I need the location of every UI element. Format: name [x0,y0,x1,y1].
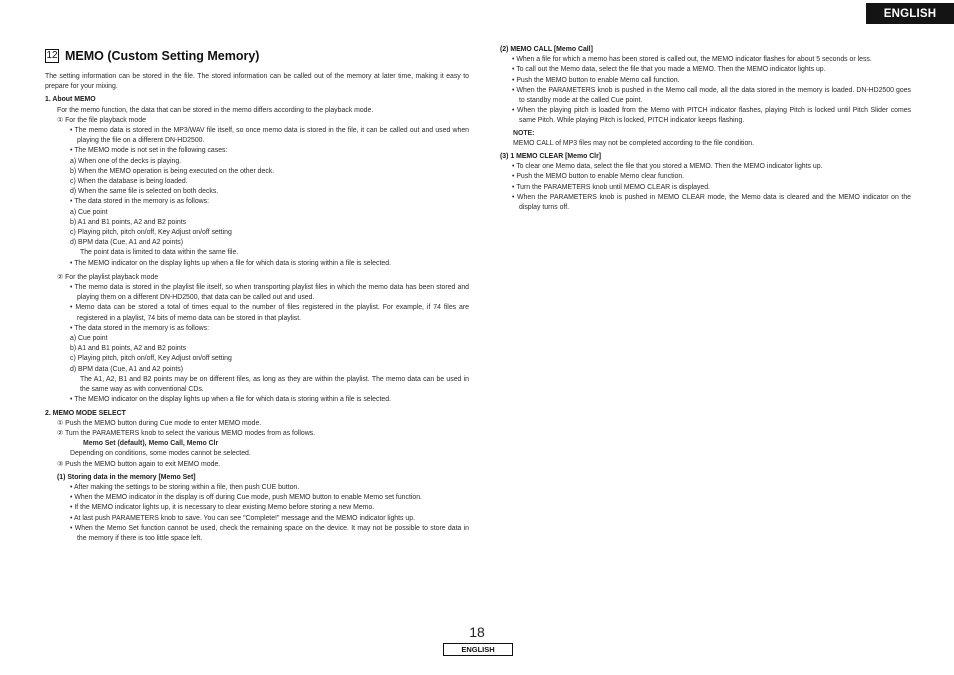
subsection-title: (2) MEMO CALL [Memo Call] [500,46,593,53]
subsection-title: (3) 1 MEMO CLEAR [Memo Clr] [500,153,602,161]
bullet-item: • When a file for which a memo has been stored is called out, the MEMO indicator flashes for about 5 seconds or less. [512,56,872,64]
bullet-item: • To clear one Memo data, select the file that you stored a MEMO. Then the MEMO indicator lights up. [512,163,823,171]
list-item: c) When the database is being loaded. [70,178,188,186]
bullet-item: • Push the MEMO button to enable Memo call function. [512,76,680,84]
bullet-item: • Push the MEMO button to enable Memo clear function. [512,173,685,181]
list-item: a) Cue point [70,335,108,343]
bullet-item: • The MEMO mode is not set in the following cases: [70,147,228,155]
subsection-title: (1) Storing data in the memory [Memo Set] [57,473,196,481]
bullet-item: • The MEMO indicator on the display lights up when a file for which data is storing within a file is selected. [70,259,391,267]
section-1-title: 1. About MEMO [45,96,96,104]
right-column [500,45,911,213]
bullet-item: • The data stored in the memory is as follows: [70,324,210,332]
list-item: d) BPM data (Cue, A1 and A2 points) [70,365,183,373]
list-item: d) When the same file is selected on both decks. [70,188,219,196]
note-text: The A1, A2, B1 and B2 points may be on different files, as long as they are within the playlist. The memo data can be used in the same way as with conventional CDs. [80,375,469,394]
bullet-item: • When the MEMO indicator in the display is off during Cue mode, push MEMO button to enable Memo set function. [70,494,422,502]
bullet-item: • Memo data can be stored a total of times equal to the number of files registered in the playlist. For example, if 74 files are registered in a playlist, 74 bits of memo data can be stored in that playlist. [70,304,469,322]
footer-language-label: ENGLISH [443,643,513,656]
bullet-item: • At last push PARAMETERS knob to save. You can see "Complete!" message and the MEMO indicator lights up. [70,514,415,522]
numbered-item: ① Push the MEMO button during Cue mode to enter MEMO mode. [57,419,262,427]
list-item: b) A1 and B1 points, A2 and B2 points [70,218,187,226]
numbered-item: ② Turn the PARAMETERS knob to select the various MEMO modes from as follows. [57,429,316,437]
section-2-title: 2. MEMO MODE SELECT [45,409,126,417]
note-label: NOTE: [513,129,535,137]
language-tab: ENGLISH [866,3,954,24]
bullet-item: • If the MEMO indicator lights up, it is necessary to clear existing Memo before storing a new Memo. [70,504,375,512]
bullet-item: • When the PARAMETERS knob is pushed in the Memo call mode, all the data stored in the memory is loaded. DN-HD2500 goes to standby mode at the called Cue point. [512,86,911,105]
section-heading [45,46,469,66]
bullet-item: • When the PARAMETERS knob is pushed in MEMO CLEAR mode, the Memo data is cleared and the MEMO indicator on the display turns off. [512,193,911,212]
bullet-item: • The data stored in the memory is as follows: [70,198,210,206]
note-text: The point data is limited to data within the same file. [80,249,239,257]
note-text: MEMO CALL of MP3 files may not be completed according to the file condition. [513,139,755,147]
bullet-item: • To call out the Memo data, select the file that you made a MEMO. Then the MEMO indicator lights up. [512,66,826,74]
list-item: a) Cue point [70,208,108,216]
numbered-item: ③ Push the MEMO button again to exit MEMO mode. [57,460,221,468]
bullet-item: • After making the settings to be storing within a file, then push CUE button. [70,483,300,491]
list-item: c) Playing pitch, pitch on/off, Key Adjust on/off setting [70,229,232,237]
section-number-box: 12 [45,49,59,63]
paragraph: Depending on conditions, some modes cannot be selected. [70,450,251,458]
page-title: MEMO (Custom Setting Memory) [65,48,260,63]
list-item: d) BPM data (Cue, A1 and A2 points) [70,239,183,247]
bullet-item: • The memo data is stored in the playlist file itself, so when transporting playlist files in which the memo data has been stored and playing them on a different DN-HD2500, that data can be called out and used. [70,284,469,302]
left-column [45,46,469,544]
bullet-item: • When the Memo Set function cannot be used, check the remaining space on the device. It may not be possible to store data in the memory if there is too little space left. [70,524,469,542]
bullet-item: • When the playing pitch is loaded from the Memo with PITCH indicator flashes, playing Pitch is locked until Pitch Slider comes same Pitch. While playing Pitch is locked, PITCH indicator keeps flashing. [512,107,911,125]
list-item: a) When one of the decks is playing. [70,157,182,165]
list-item: b) When the MEMO operation is being executed on the other deck. [70,167,275,175]
intro-paragraph: The setting information can be stored in the file. The stored information can be called out of the memory at later time, making it easy to prepare for your mixing. [45,73,469,91]
numbered-item: ① For the file playback mode [57,116,146,124]
bullet-item: • Turn the PARAMETERS knob until MEMO CLEAR is displayed. [512,183,710,191]
memo-modes-list: Memo Set (default), Memo Call, Memo Clr [83,440,219,448]
list-item: c) Playing pitch, pitch on/off, Key Adjust on/off setting [70,355,232,363]
page-number: 18 [469,624,485,640]
list-item: b) A1 and B1 points, A2 and B2 points [70,345,187,353]
bullet-item: • The memo data is stored in the MP3/WAV file itself, so once memo data is stored in the file, it can be called out and used when playing the file on a different DN-HD2500. [70,127,469,145]
numbered-item: ② For the playlist playback mode [57,273,159,281]
bullet-item: • The MEMO indicator on the display lights up when a file for which data is storing within a file is selected. [70,396,391,404]
paragraph: For the memo function, the data that can be stored in the memo differs according to the playback mode. [57,106,374,114]
